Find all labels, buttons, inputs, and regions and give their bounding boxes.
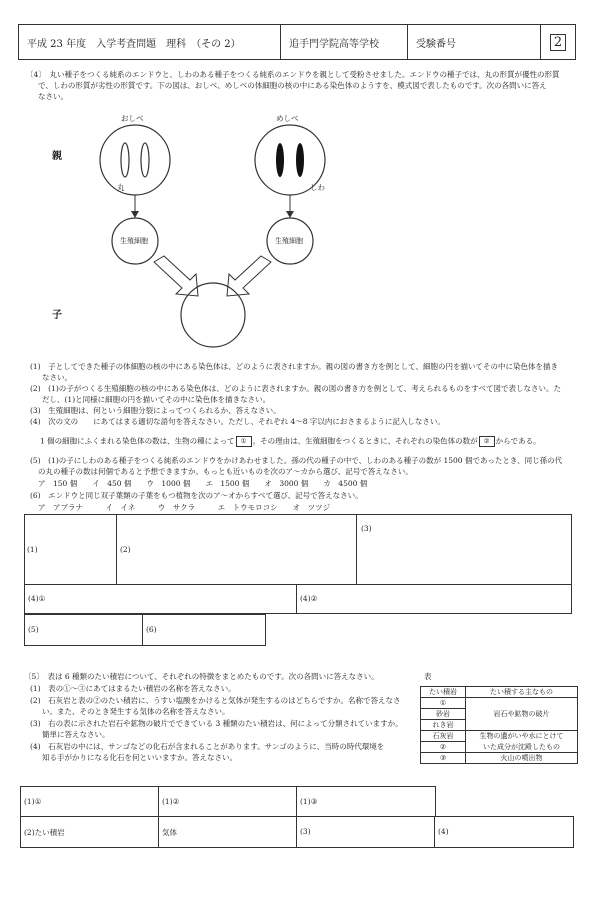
stamen-cell	[100, 125, 170, 195]
answer-box-4-4-1[interactable]: (4)①	[24, 584, 298, 614]
q4-question-5-choices: ア 150 個 イ 450 個 ウ 1000 個 エ 1500 個 オ 3000 個 カ 4500 個	[38, 479, 368, 488]
q4-intro-line-1: 〔4〕 丸い種子をつくる純系のエンドウと、しわのある種子をつくる純系のエンドウを親として受粉させました。エンドウの種子では、丸の形質が優性の形質	[26, 70, 560, 79]
answer-box-5-2-gas[interactable]: 気体	[158, 816, 298, 848]
answer-box-5-1-3[interactable]: (1)③	[296, 786, 436, 818]
q4-fill-sentence: 1 個の細胞にふくまれる染色体の数は、生物の種によって ① 。その理由は、生殖細胞をつくるときに、それぞれの染色体の数が ② からである。	[40, 436, 541, 446]
germ-cell-right-label: 生殖細胞	[275, 237, 303, 245]
q5-question-4: (4) 石灰岩の中には、サンゴなどの化石が含まれることがあります。サンゴのように、当時の時代環境を	[30, 742, 385, 751]
answer-box-5-2-rock[interactable]: (2)たい積岩	[20, 816, 160, 848]
q4-question-6-choices: ア アブラナ イ イネ ウ サクラ エ トウモロコシ オ ツツジ	[38, 503, 331, 512]
exam-header	[18, 24, 576, 60]
page-number: 2	[541, 25, 575, 59]
answer-box-4-6[interactable]: (6)	[142, 614, 266, 646]
q5-question-2b: い。また、そのとき発生する気体の名称を答えなさい。	[42, 707, 230, 716]
blank-2: ②	[479, 436, 495, 447]
answer-box-4-4-2[interactable]: (4)②	[296, 584, 572, 614]
answer-box-4-2[interactable]: (2)	[116, 514, 358, 586]
arrow-left-to-child	[154, 256, 198, 296]
answer-box-5-4[interactable]: (4)	[434, 816, 574, 848]
answer-box-5-1-2[interactable]: (1)②	[158, 786, 298, 818]
exam-number-label: 受験番号	[408, 25, 541, 59]
exam-title: 平成 23 年度 入学考査問題 理科 （その 2）	[19, 25, 281, 59]
q4-intro-line-3: なさい。	[38, 92, 68, 101]
q4-question-1b: なさい。	[42, 373, 72, 382]
answer-box-5-1-1[interactable]: (1)①	[20, 786, 160, 818]
stamen-label: おしべ	[121, 114, 144, 123]
q4-question-2: (2) (1)の子がつくる生殖細胞の核の中にある染色体は、どのように表されますか。親の図の書き方を例として、考えられるものをすべて図で表しなさい。た	[30, 384, 561, 393]
q4-intro-line-2: で、しわの形質が劣性の形質です。下の図は、おしべ、めしべの体細胞の核の中にある染色体のようすを、模式図で表したものです。次の各問いに答え	[38, 81, 547, 90]
germ-cell-left-label: 生殖細胞	[120, 237, 148, 245]
wrinkled-label: しわ	[310, 183, 325, 192]
wrinkled-chromosome-1	[276, 143, 284, 177]
round-chromosome-1	[121, 143, 129, 177]
round-label: 丸	[117, 183, 125, 192]
school-name: 追手門学院高等学校	[281, 25, 408, 59]
table-caption: 表	[424, 672, 432, 681]
parent-label: 親	[52, 151, 62, 162]
q4-question-4: (4) 次の文の にあてはまる適切な語句を答えなさい。ただし、それぞれ 4～8 字以内におさまるように記入しなさい。	[30, 417, 445, 426]
q4-question-5b: の丸の種子の数は何個であると予想できますか。もっとも近いものを次のア～カから選び、記号で答えなさい。	[38, 467, 413, 476]
wrinkled-chromosome-2	[296, 143, 304, 177]
q5-question-3: (3) 右の表に示された岩石や鉱物の破片でできている 3 種類のたい積岩は、何によって分類されていますか。	[30, 719, 403, 728]
q4-question-3: (3) 生殖細胞は、何という細胞分裂によってつくられるか、答えなさい。	[30, 406, 281, 415]
q5-question-1: (1) 表の①～③にあてはまるたい積岩の名称を答えなさい。	[30, 684, 236, 693]
blank-1: ①	[236, 436, 252, 447]
q5-question-2: (2) 石灰岩と表の②のたい積岩に、うすい塩酸をかけると気体が発生するのはどちらですか。名称で答えなさ	[30, 696, 401, 705]
q5-question-4b: 知る手がかりになる化石を何といいますか。答えなさい。	[42, 753, 237, 762]
answer-box-4-5[interactable]: (5)	[24, 614, 144, 646]
q5-question-3b: 簡単に答えなさい。	[42, 730, 110, 739]
q4-question-6: (6) エンドウと同じ双子葉類の子葉をもつ植物を次のア～オからすべて選び、記号で答えなさい。	[30, 491, 363, 500]
child-cell	[181, 283, 245, 347]
round-chromosome-2	[141, 143, 149, 177]
q5-intro: 〔5〕 表は 6 種類のたい積岩について、それぞれの特徴をまとめたものです。次の各問いに答えなさい。	[24, 672, 379, 681]
q4-question-2b: だし、(1)と同様に細胞の円を描いてその中に染色体を描きなさい。	[42, 395, 271, 404]
q4-question-5: (5) (1)の子にしわのある種子をつくる純系のエンドウをかけあわせました。孫の代の種子の中で、しわのある種子の数が 1500 個であったとき、同じ孫の代	[30, 456, 563, 465]
pistil-label: めしべ	[276, 114, 299, 123]
answer-box-4-1[interactable]: (1)	[24, 514, 118, 586]
chromosome-diagram	[0, 100, 600, 350]
answer-box-5-3[interactable]: (3)	[296, 816, 436, 848]
q4-question-1: (1) 子としてできた種子の体細胞の核の中にある染色体は、どのように表されますか。親の図の書き方を例として、細胞の円を描いてその中に染色体を描き	[30, 362, 558, 371]
child-label: 子	[52, 310, 62, 321]
sediment-rock-table: たい積岩 たい積する主なもの ① 岩石や鉱物の破片 砂岩 れき岩 石灰岩 生物の遺がいや水にとけて ② いた成分が沈殿したもの ③ 火山の噴出物	[420, 686, 578, 764]
answer-box-4-3[interactable]: (3)	[356, 514, 572, 586]
